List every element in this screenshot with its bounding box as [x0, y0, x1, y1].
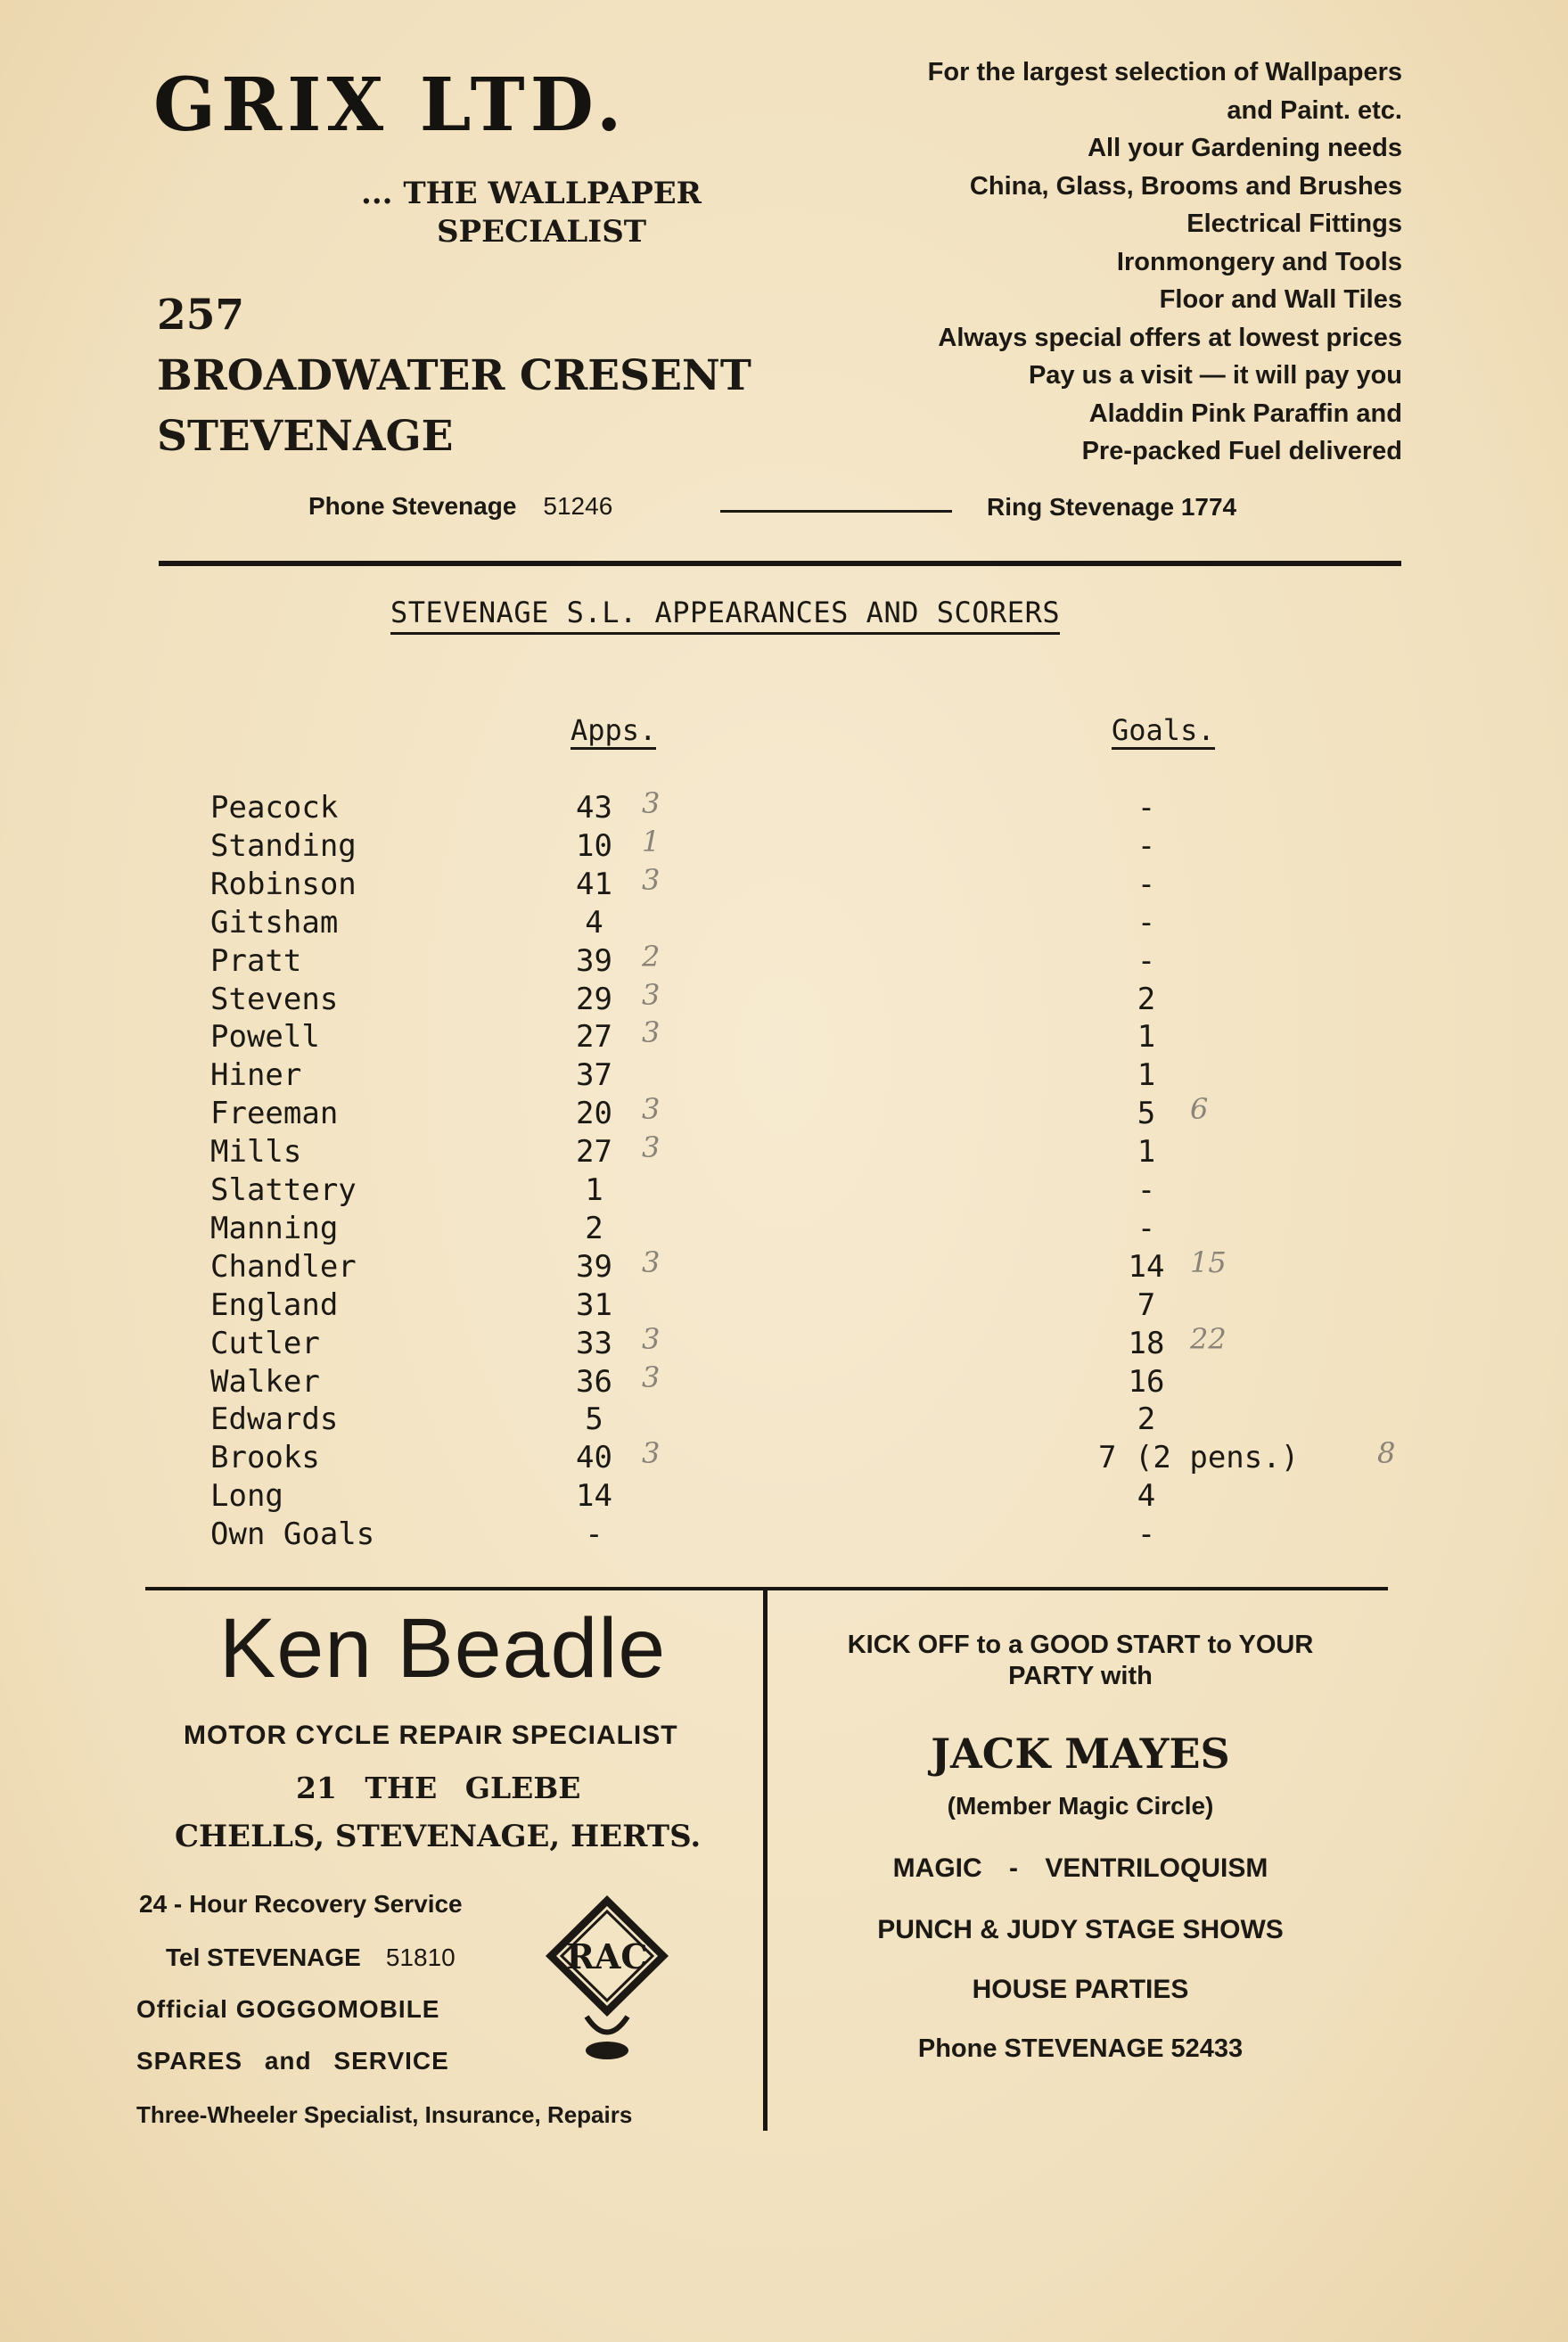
vertical-divider [763, 1589, 768, 2131]
player-apps: - [585, 1516, 603, 1553]
player-apps: 1 [585, 1172, 603, 1208]
top-divider [159, 561, 1401, 566]
player-goals: 16 [1128, 1363, 1165, 1400]
table-row [0, 824, 1568, 867]
grix-address [157, 285, 751, 467]
player-name: Freeman [210, 1096, 339, 1132]
grix-service-item: For the largest selection of Wallpapers [927, 58, 1402, 86]
player-apps: 31 [576, 1286, 612, 1323]
player-name: Long [210, 1478, 283, 1515]
table-row [0, 1057, 1568, 1096]
jack-mayes-member: (Member Magic Circle) [947, 1792, 1214, 1820]
ken-beadle-subtitle: MOTOR CYCLE REPAIR SPECIALIST [184, 1721, 678, 1750]
goals-header-text: Goals. [1112, 713, 1215, 750]
player-apps: 43 [576, 790, 612, 826]
table-row [0, 786, 1568, 828]
player-apps: 27 [576, 1019, 612, 1056]
table-row [0, 1211, 1568, 1249]
kickoff-line-2: PARTY with [1008, 1662, 1153, 1690]
apps-pencil-note: 3 [642, 1245, 661, 1279]
table-row [0, 1436, 1568, 1478]
jack-mayes-house: HOUSE PARTIES [972, 1975, 1189, 2004]
player-goals: 7 (2 pens.) [1098, 1440, 1300, 1476]
grix-service-item: Floor and Wall Tiles [1159, 285, 1402, 314]
player-apps: 29 [576, 981, 612, 1017]
table-row [0, 1092, 1568, 1134]
grix-address-line-3: STEVENAGE [157, 412, 454, 461]
apps-header-text: Apps. [571, 713, 656, 750]
table-row [0, 1360, 1568, 1402]
player-name: Slattery [210, 1172, 357, 1208]
ken-beadle-three-wheeler: Three-Wheeler Specialist, Insurance, Repairs [136, 2101, 633, 2128]
apps-pencil-note: 3 [642, 1130, 661, 1165]
apps-pencil-note: 3 [642, 1436, 661, 1471]
ken-beadle-recovery: 24 - Hour Recovery Service [139, 1890, 463, 1918]
apps-column-header [571, 713, 656, 747]
table-row [0, 1401, 1568, 1440]
goals-pencil-note: 15 [1190, 1245, 1227, 1279]
player-name: Robinson [210, 866, 357, 902]
player-goals: 2 [1137, 1401, 1156, 1438]
grix-phone-number: 51246 [543, 492, 613, 520]
apps-pencil-note: 3 [642, 1092, 661, 1127]
player-goals: - [1137, 904, 1156, 941]
table-row [0, 905, 1568, 943]
jack-mayes-magic: MAGIC - VENTRILOQUISM [892, 1853, 1268, 1883]
player-name: Edwards [210, 1401, 339, 1438]
player-apps: 39 [576, 1248, 612, 1285]
player-goals: - [1137, 1516, 1156, 1553]
table-row [0, 1130, 1568, 1172]
table-title: STEVENAGE S.L. APPEARANCES AND SCORERS [390, 596, 1060, 635]
grix-phone-label: Phone Stevenage [308, 492, 517, 520]
grix-service-item: All your Gardening needs [1088, 134, 1402, 162]
grix-service-item: Ironmongery and Tools [1116, 247, 1402, 276]
player-goals: - [1137, 866, 1156, 902]
jack-mayes-phone: Phone STEVENAGE 52433 [917, 2034, 1244, 2063]
table-row [0, 1516, 1568, 1555]
player-apps: 10 [576, 827, 612, 864]
apps-pencil-note: 3 [642, 786, 661, 820]
grix-tagline [361, 175, 807, 251]
goals-column-header [1112, 713, 1215, 747]
player-goals: 14 [1128, 1248, 1165, 1285]
player-name: England [210, 1286, 339, 1323]
goals-pencil-note: 8 [1377, 1436, 1396, 1471]
table-row [0, 862, 1568, 905]
ken-beadle-name: Ken Beadle [219, 1601, 667, 1696]
grix-service-item: Pay us a visit — it will pay you [1028, 361, 1402, 390]
apps-pencil-note: 2 [642, 939, 661, 974]
grix-phone [308, 492, 612, 521]
grix-address-line-2: BROADWATER CRESENT [157, 351, 751, 400]
player-name: Powell [210, 1019, 320, 1056]
apps-pencil-note: 3 [642, 1360, 661, 1394]
ken-beadle-tel-label: Tel STEVENAGE [166, 1943, 361, 1971]
player-goals: 2 [1137, 981, 1156, 1017]
player-goals: 1 [1137, 1134, 1156, 1171]
player-apps: 27 [576, 1134, 612, 1171]
grix-service-item: Electrical Fittings [1186, 210, 1402, 238]
table-row [0, 1172, 1568, 1211]
player-apps: 36 [576, 1363, 612, 1400]
apps-pencil-note: 3 [642, 977, 661, 1012]
player-name: Brooks [210, 1440, 320, 1476]
player-name: Pratt [210, 942, 302, 979]
table-row [0, 977, 1568, 1020]
player-name: Chandler [210, 1248, 357, 1285]
player-goals: 1 [1137, 1019, 1156, 1056]
phone-separator-line [720, 510, 952, 513]
apps-pencil-note: 1 [642, 824, 661, 859]
player-name: Gitsham [210, 904, 339, 941]
apps-pencil-note: 3 [642, 1321, 661, 1356]
grix-service-item: and Paint. etc. [1227, 95, 1402, 125]
ken-beadle-official: Official GOGGOMOBILE [136, 1995, 440, 2023]
jack-mayes-punch: PUNCH & JUDY STAGE SHOWS [877, 1915, 1284, 1944]
ken-beadle-tel-number: 51810 [385, 1943, 456, 1971]
player-goals: 5 [1137, 1096, 1156, 1132]
table-row [0, 1287, 1568, 1326]
grix-ring: Ring Stevenage 1774 [987, 493, 1237, 521]
player-goals: 4 [1137, 1478, 1156, 1515]
ken-beadle-address-1: 21 THE GLEBE [296, 1771, 581, 1805]
goals-pencil-note: 6 [1190, 1092, 1209, 1127]
grix-tagline-line-1: ... THE WALLPAPER [361, 176, 702, 211]
player-name: Stevens [210, 981, 339, 1017]
rac-badge-icon [540, 1892, 674, 2070]
player-apps: 39 [576, 942, 612, 979]
player-name: Cutler [210, 1325, 320, 1361]
apps-pencil-note: 3 [642, 1015, 661, 1050]
player-name: Mills [210, 1134, 302, 1171]
grix-service-item: Pre-packed Fuel delivered [1081, 437, 1402, 465]
player-goals: 18 [1128, 1325, 1165, 1361]
player-name: Walker [210, 1363, 320, 1400]
table-row [0, 939, 1568, 982]
table-row [0, 1245, 1568, 1287]
player-apps: 33 [576, 1325, 612, 1361]
grix-title: GRIX LTD. [153, 62, 628, 148]
player-name: Standing [210, 827, 357, 864]
grix-tagline-line-2: SPECIALIST [437, 214, 647, 250]
player-apps: 4 [585, 904, 603, 941]
player-goals: 1 [1137, 1057, 1156, 1094]
kickoff-line-1: KICK OFF to a GOOD START to YOUR [847, 1631, 1314, 1659]
jack-mayes-kickoff [772, 1630, 1389, 1692]
ken-beadle-spares: SPARES and SERVICE [136, 2047, 449, 2075]
grix-service-item: Aladdin Pink Paraffin and [1088, 399, 1402, 428]
table-row [0, 1015, 1568, 1057]
goals-pencil-note: 22 [1190, 1321, 1227, 1356]
grix-services-list [778, 53, 1402, 471]
player-name: Peacock [210, 790, 339, 826]
grix-service-item: China, Glass, Brooms and Brushes [969, 171, 1402, 201]
grix-address-line-1: 257 [157, 291, 245, 340]
table-row [0, 1478, 1568, 1516]
player-goals: - [1137, 942, 1156, 979]
table-row [0, 1321, 1568, 1364]
player-apps: 2 [585, 1210, 603, 1246]
player-goals: - [1137, 1210, 1156, 1246]
ken-beadle-tel [166, 1943, 456, 1972]
ken-beadle-address-2: CHELLS, STEVENAGE, HERTS. [175, 1819, 702, 1854]
player-name: Own Goals [210, 1516, 375, 1553]
player-apps: 41 [576, 866, 612, 902]
player-goals: 7 [1137, 1286, 1156, 1323]
grix-service-item: Always special offers at lowest prices [938, 323, 1402, 352]
player-apps: 14 [576, 1478, 612, 1515]
rac-badge-text: RAC [566, 1936, 648, 1976]
player-name: Manning [210, 1210, 339, 1246]
player-name: Hiner [210, 1057, 302, 1094]
player-apps: 5 [585, 1401, 603, 1438]
player-goals: - [1137, 827, 1156, 864]
apps-pencil-note: 3 [642, 862, 661, 897]
player-apps: 37 [576, 1057, 612, 1094]
player-apps: 40 [576, 1440, 612, 1476]
jack-mayes-name: JACK MAYES [931, 1730, 1230, 1778]
player-apps: 20 [576, 1096, 612, 1132]
player-goals: - [1137, 1172, 1156, 1208]
player-goals: - [1137, 790, 1156, 826]
